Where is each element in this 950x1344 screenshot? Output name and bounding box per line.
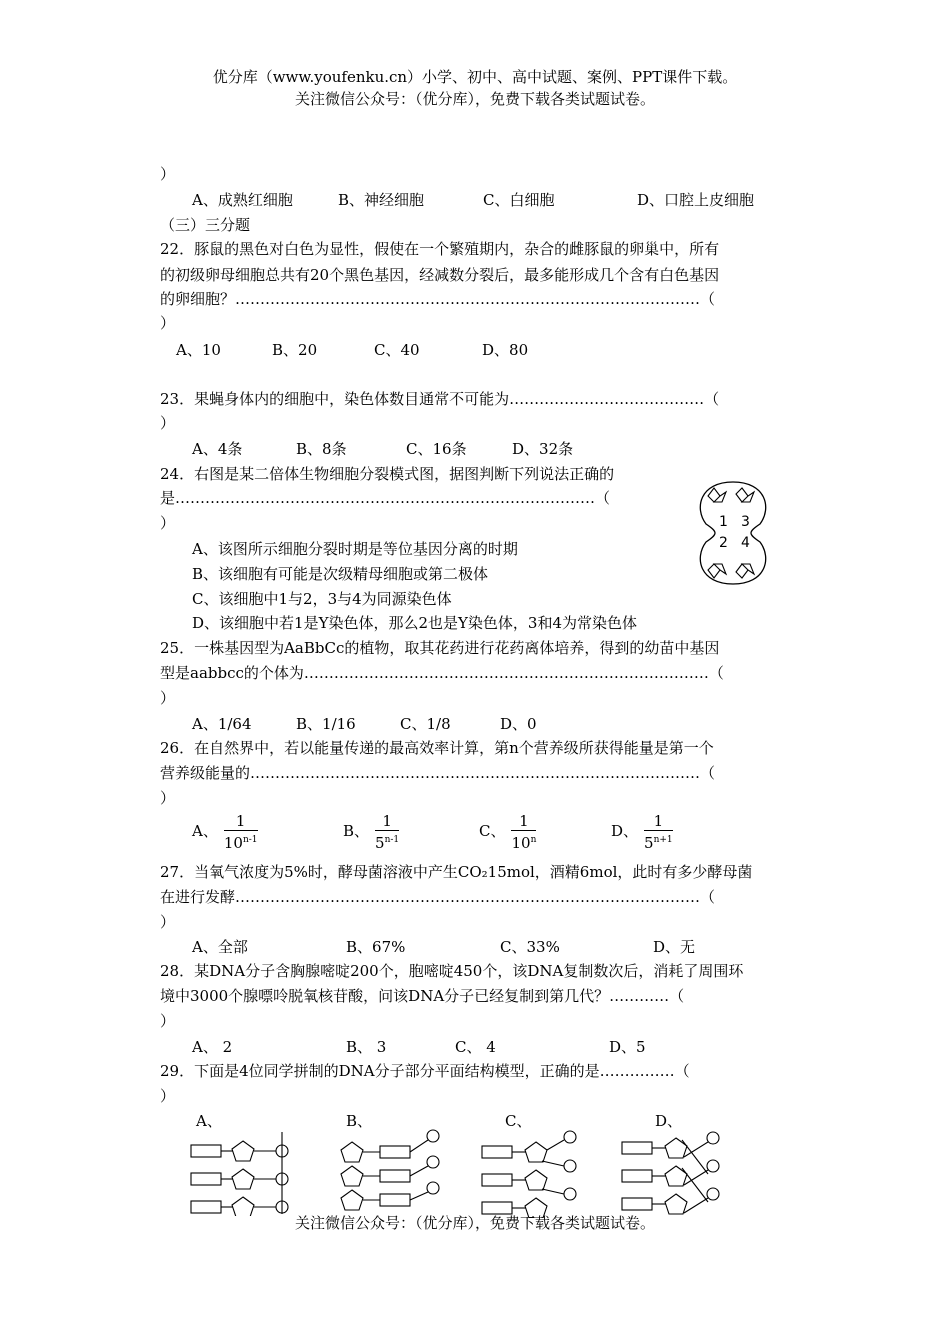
q24-option-a: A、该图所示细胞分裂时期是等位基因分离的时期 bbox=[192, 540, 518, 558]
q28-paren-close: ） bbox=[160, 1012, 176, 1030]
q27-option-b: B、67% bbox=[346, 938, 406, 956]
q26-option-d-letter: D、 bbox=[611, 822, 639, 840]
dna-model-d bbox=[618, 1126, 728, 1216]
fraction-exponent: n bbox=[530, 835, 537, 845]
q29-option-b: B、 bbox=[346, 1112, 373, 1130]
dna-model-c bbox=[478, 1128, 588, 1218]
fraction bbox=[511, 812, 536, 852]
label-4: 4 bbox=[741, 535, 750, 551]
fraction-exponent: n-1 bbox=[384, 835, 400, 845]
fraction-base: 10 bbox=[511, 834, 531, 852]
fraction-numerator: 1 bbox=[224, 812, 258, 831]
fraction-base: 5 bbox=[375, 834, 385, 852]
q27-line-1: 27．当氧气浓度为5%时，酵母菌溶液中产生CO₂15mol，酒精6mol，此时有多少酵母菌 bbox=[160, 863, 753, 881]
q27-line-2: 在进行发酵…………………………………………………………………………………（ bbox=[160, 888, 716, 906]
q22-line-2: 的初级卵母细胞总共有20个黑色基因，经减数分裂后，最多能形成几个含有白色基因 bbox=[160, 266, 720, 284]
label-1: 1 bbox=[719, 514, 728, 530]
q28-line-2: 境中3000个腺嘌呤脱氧核苷酸，问该DNA分子已经复制到第几代？…………（ bbox=[160, 987, 685, 1005]
fraction-exponent: n-1 bbox=[242, 835, 258, 845]
q26-option-b-letter: B、 bbox=[343, 822, 370, 840]
q28-option-b: B、 3 bbox=[346, 1038, 387, 1056]
q23-option-c: C、16条 bbox=[406, 440, 467, 458]
q28-line-1: 28．某DNA分子含胸腺嘧啶200个，胞嘧啶450个，该DNA复制数次后，消耗了周围环 bbox=[160, 962, 744, 980]
fraction bbox=[375, 812, 399, 852]
q25-paren-close: ） bbox=[160, 689, 176, 707]
chromosome-1-top bbox=[708, 488, 726, 502]
q26-option-a-letter: A、 bbox=[192, 822, 218, 840]
fraction-base: 10 bbox=[223, 834, 243, 852]
q29-paren-close: ） bbox=[160, 1087, 176, 1105]
q22-line-3: 的卵细胞？…………………………………………………………………………………（ bbox=[160, 290, 716, 308]
q26-option-c-letter: C、 bbox=[479, 822, 506, 840]
label-3: 3 bbox=[741, 514, 750, 530]
q24-option-b: B、该细胞有可能是次级精母细胞或第二极体 bbox=[192, 565, 489, 583]
q26-line-1: 26．在自然界中，若以能量传递的最高效率计算，第n个营养级所获得能量是第一个 bbox=[160, 739, 714, 757]
cell-outline bbox=[700, 482, 765, 584]
q23-option-d: D、32条 bbox=[512, 440, 574, 458]
footer-line: 关注微信公众号：（优分库），免费下载各类试题试卷。 bbox=[294, 1214, 655, 1232]
dna-model-b bbox=[338, 1126, 448, 1216]
chromosome-3-top bbox=[736, 488, 754, 502]
q23-option-b: B、8条 bbox=[296, 440, 347, 458]
q29-line-1: 29．下面是4位同学拼制的DNA分子部分平面结构模型，正确的是……………（ bbox=[160, 1062, 690, 1080]
fraction-exponent: n+1 bbox=[653, 835, 673, 845]
q26-option-b bbox=[343, 812, 399, 852]
q22-option-b: B、20 bbox=[272, 341, 318, 359]
label-2: 2 bbox=[719, 535, 728, 551]
q29-option-d: D、 bbox=[655, 1112, 683, 1130]
fraction bbox=[644, 812, 673, 852]
q26-option-a bbox=[192, 812, 258, 852]
q28-option-c: C、 4 bbox=[455, 1038, 496, 1056]
q24-option-c: C、该细胞中1与2，3与4为同源染色体 bbox=[192, 590, 452, 608]
q28-option-a: A、 2 bbox=[192, 1038, 233, 1056]
q27-option-a: A、全部 bbox=[192, 938, 248, 956]
q25-option-b: B、1/16 bbox=[296, 715, 356, 733]
q29-option-c: C、 bbox=[505, 1112, 532, 1130]
q21-option-d: D、口腔上皮细胞 bbox=[637, 191, 755, 209]
q21-option-c: C、白细胞 bbox=[483, 191, 555, 209]
q22-option-a: A、10 bbox=[176, 341, 221, 359]
fraction-numerator: 1 bbox=[644, 812, 673, 831]
header-line-1: 优分库（www.youfenku.cn）小学、初中、高中试题、案例、PPT课件下载。 bbox=[212, 68, 738, 86]
q21-option-b: B、神经细胞 bbox=[338, 191, 425, 209]
q27-paren-close: ） bbox=[160, 913, 176, 931]
q26-paren-close: ） bbox=[160, 789, 176, 807]
q26-option-c bbox=[479, 812, 536, 852]
fraction-denominator bbox=[375, 831, 399, 852]
fraction-denominator bbox=[511, 831, 536, 852]
chromosome-2-bottom bbox=[708, 564, 726, 578]
q24-option-d: D、该细胞中若1是Y染色体，那么2也是Y染色体，3和4为常染色体 bbox=[192, 614, 638, 632]
chromosome-4-bottom bbox=[736, 564, 754, 578]
q24-paren-close: ） bbox=[160, 514, 176, 532]
q25-line-1: 25．一株基因型为AaBbCc的植物，取其花药进行花药离体培养，得到的幼苗中基因 bbox=[160, 639, 720, 657]
section-title: （三）三分题 bbox=[160, 216, 251, 234]
q22-paren-close: ） bbox=[160, 314, 176, 332]
fraction-numerator: 1 bbox=[511, 812, 536, 831]
fraction-denominator bbox=[224, 831, 258, 852]
fraction-denominator bbox=[644, 831, 673, 852]
q25-option-d: D、0 bbox=[500, 715, 537, 733]
q23-line-1: 23．果蝇身体内的细胞中，染色体数目通常不可能为…………………………………（ bbox=[160, 390, 720, 408]
q26-option-d bbox=[611, 812, 673, 852]
q28-option-d: D、5 bbox=[609, 1038, 646, 1056]
q21-paren-close: ） bbox=[160, 165, 176, 183]
q24-line-1: 24．右图是某二倍体生物细胞分裂模式图，据图判断下列说法正确的 bbox=[160, 465, 615, 483]
header-line-2: 关注微信公众号：（优分库），免费下载各类试题试卷。 bbox=[294, 90, 655, 108]
q23-option-a: A、4条 bbox=[192, 440, 243, 458]
q29-option-a: A、 bbox=[196, 1112, 222, 1130]
dna-model-a bbox=[185, 1130, 295, 1216]
q26-line-2: 营养级能量的………………………………………………………………………………（ bbox=[160, 764, 716, 782]
q27-option-c: C、33% bbox=[500, 938, 560, 956]
fraction bbox=[224, 812, 258, 852]
q25-line-2: 型是aabbcc的个体为………………………………………………………………………（ bbox=[160, 664, 724, 682]
q21-option-a: A、成熟红细胞 bbox=[192, 191, 293, 209]
q27-option-d: D、无 bbox=[653, 938, 696, 956]
cell-division-figure bbox=[692, 478, 774, 588]
fraction-base: 5 bbox=[644, 834, 654, 852]
q23-paren-close: ） bbox=[160, 414, 176, 432]
q22-line-1: 22．豚鼠的黑色对白色为显性，假使在一个繁殖期内，杂合的雌豚鼠的卵巢中，所有 bbox=[160, 240, 720, 258]
q22-option-c: C、40 bbox=[374, 341, 420, 359]
q25-option-a: A、1/64 bbox=[192, 715, 252, 733]
fraction-numerator: 1 bbox=[375, 812, 399, 831]
q24-line-2: 是…………………………………………………………………………（ bbox=[160, 489, 611, 507]
q25-option-c: C、1/8 bbox=[400, 715, 451, 733]
q22-option-d: D、80 bbox=[482, 341, 529, 359]
